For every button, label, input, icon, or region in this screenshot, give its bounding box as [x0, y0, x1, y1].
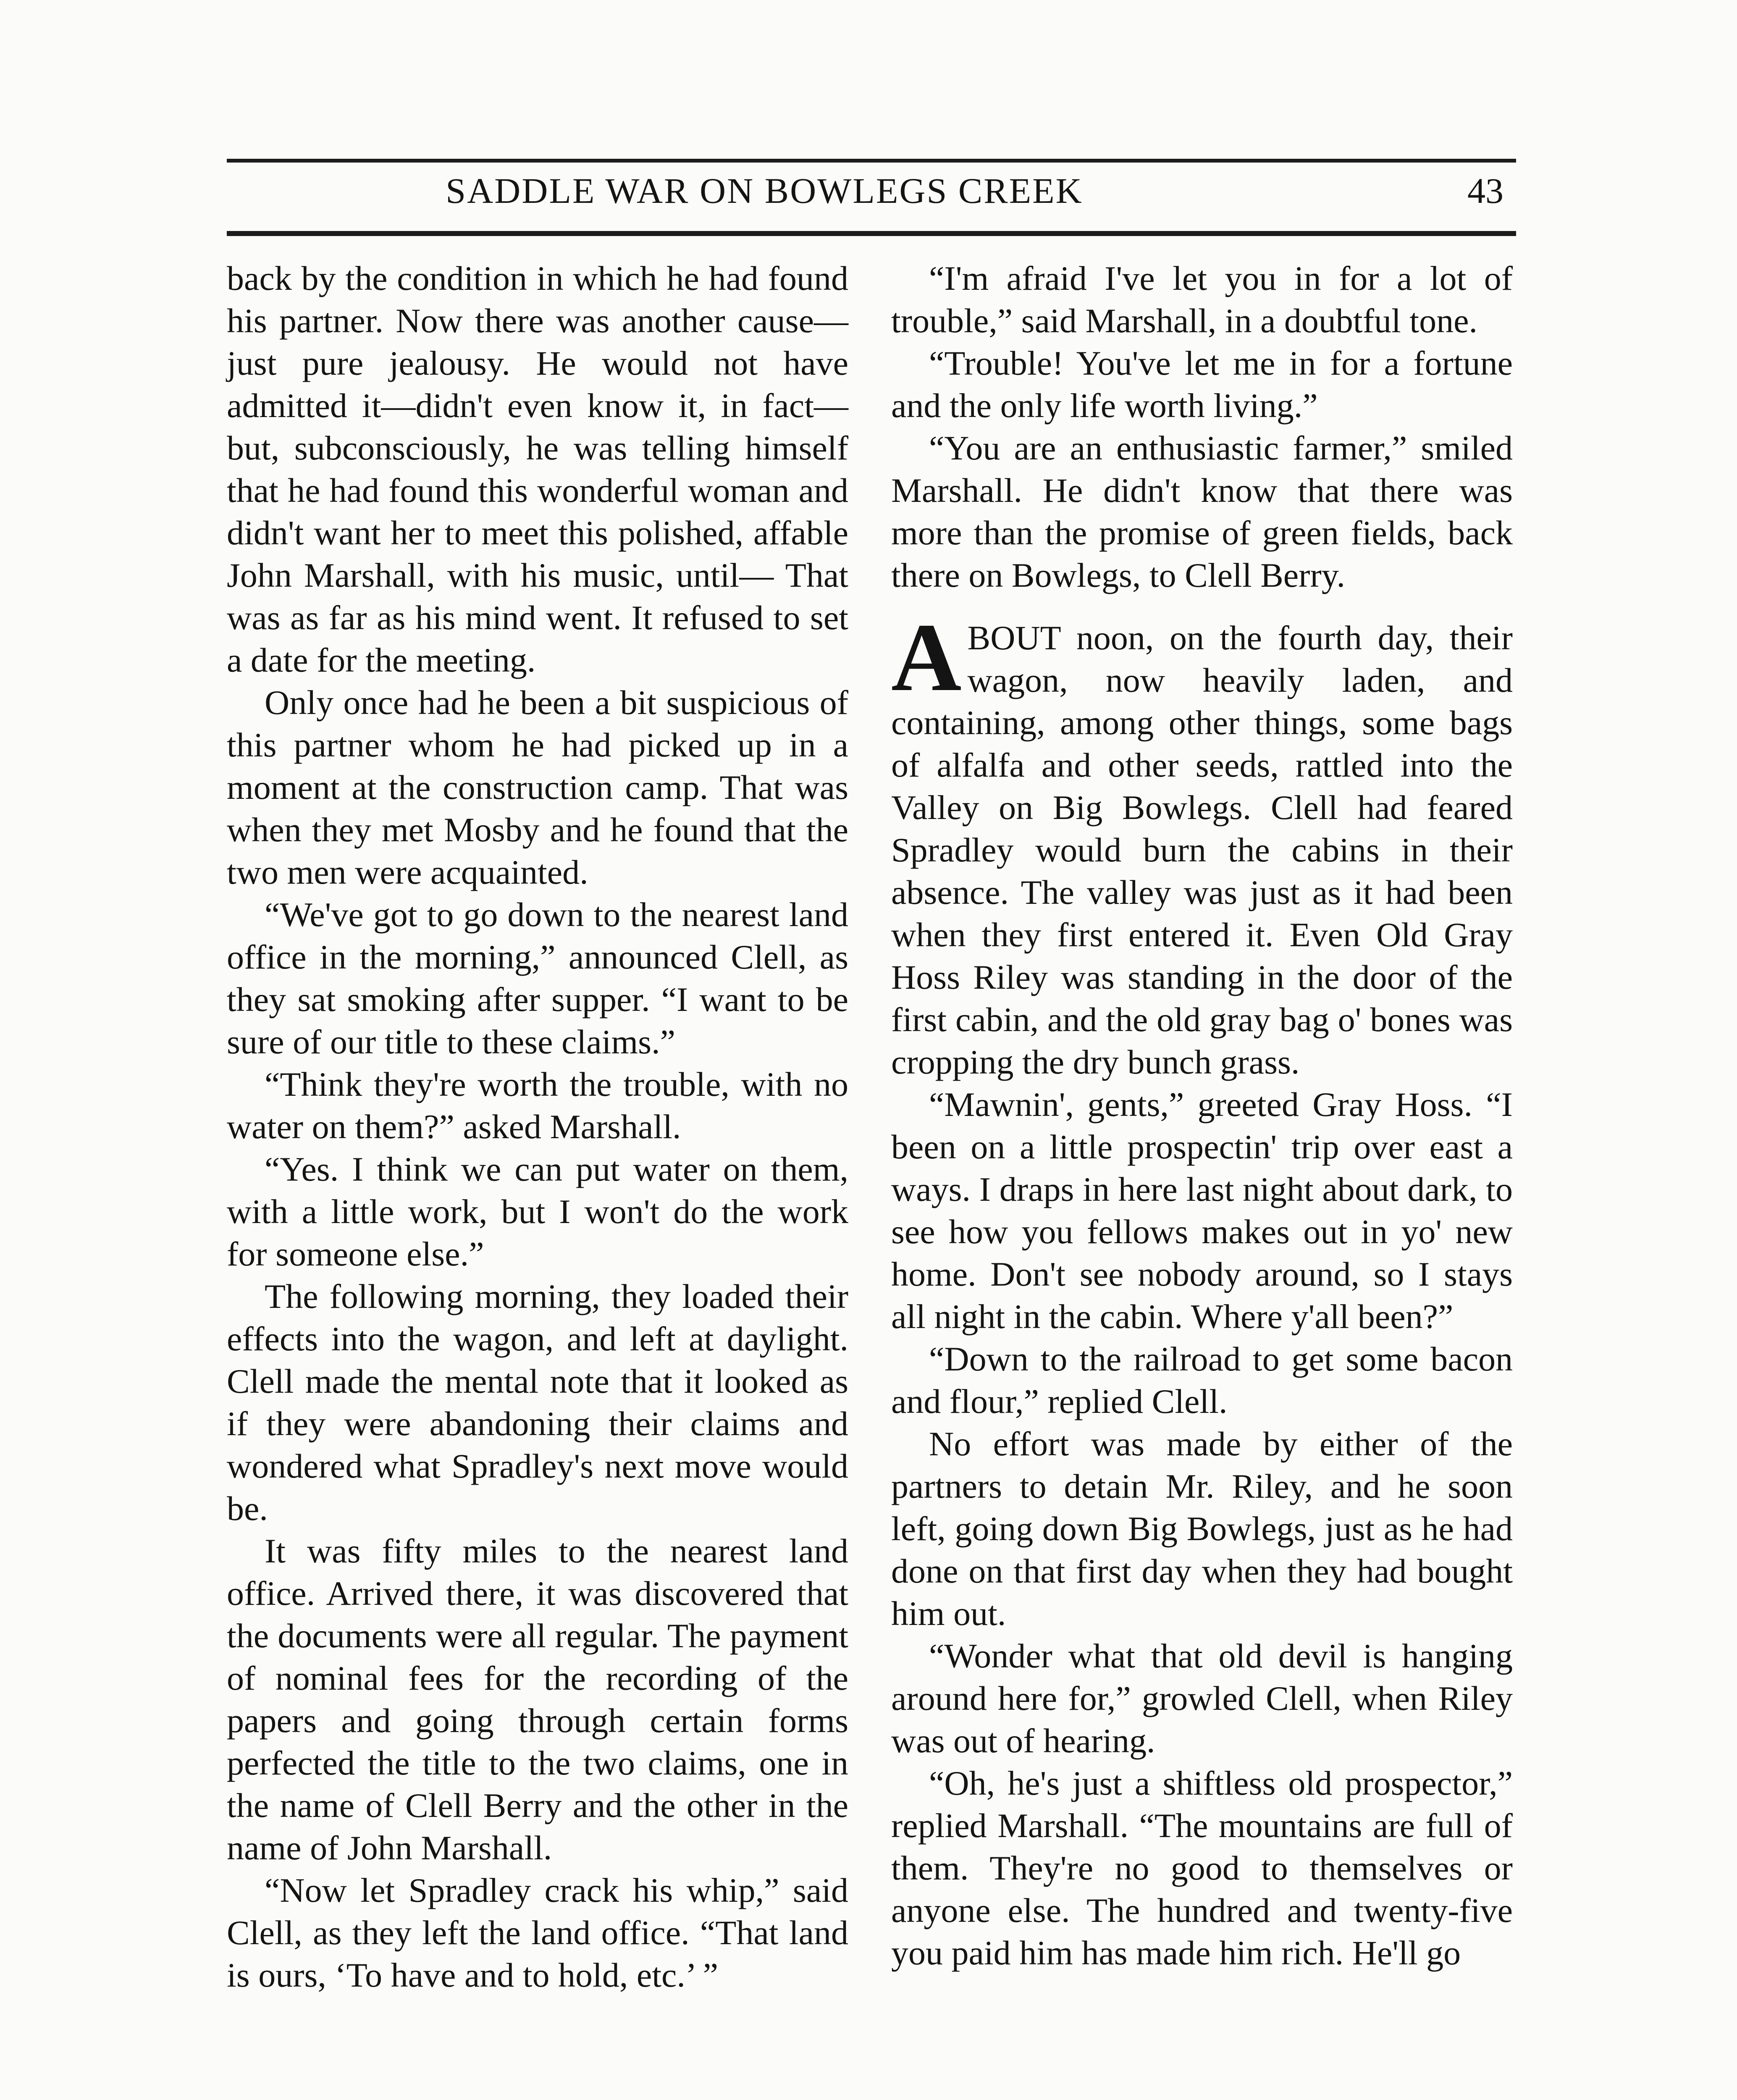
paragraph: “Wonder what that old devil is hanging around here for,” growled Clell, when Riley was out of hearing. — [891, 1637, 1513, 1760]
page-number: 43 — [1467, 171, 1503, 211]
paragraph: “Trouble! You've let me in for a fortune and the only life worth living.” — [891, 344, 1513, 425]
paragraph: “Think they're worth the trouble, with no water on them?” asked Marshall. — [227, 1065, 848, 1146]
paragraph: “We've got to go down to the nearest land office in the morning,” announced Clell, as they sat smoking after supper. “I want to be sure of our title to these claims.” — [227, 895, 848, 1061]
paragraph: The following morning, they loaded their effects into the wagon, and left at daylight. Clell made the mental note that it looked as if they were abandoning their claims and wondered what Spradley's next move would be. — [227, 1277, 848, 1528]
paragraph: “Oh, he's just a shiftless old prospector,” replied Marshall. “The mountains are full of them. They're no good to themselves or anyone else. The hundred and twenty-five you paid him has made him rich. He'll go — [891, 1764, 1513, 1972]
left-column — [227, 257, 848, 1996]
paragraph: back by the condition in which he had found his partner. Now there was another cause—just pure jealousy. He would not have admitted it—didn't even know it, in fact—but, subconsciously, he was telling himself that he had found this wonderful woman and didn't want her to meet this polished, affable John Marshall, with his music, until— That was as far as his mind went. It refused to set a date for the meeting. — [227, 259, 848, 679]
drop-cap: A — [891, 604, 962, 711]
paragraph: It was fifty miles to the nearest land office. Arrived there, it was discovered that the documents were all regular. The payment of nominal fees for the recording of the papers and going through certain forms perfected the title to the two claims, one in the name of Clell Berry and the other in the name of John Marshall. — [227, 1532, 848, 1867]
paragraph: “Down to the railroad to get some bacon and flour,” replied Clell. — [891, 1340, 1513, 1420]
page-header — [227, 165, 1516, 232]
paragraph: “Yes. I think we can put water on them, with a little work, but I won't do the work for someone else.” — [227, 1150, 848, 1273]
right-column — [891, 257, 1513, 1974]
section-opening-text: BOUT noon, on the fourth day, their wagon, now heavily laden, and containing, among other things, some bags of alfalfa and other seeds, rattled into the Valley on Big Bowlegs. Clell had feared Spradley would burn the cabins in their absence. The valley was just as it had been when they first entered it. Even Old Gray Hoss Riley was standing in the door of the first cabin, and the old gray bag o' bones was cropping the dry bunch grass. — [891, 619, 1513, 1081]
header-rule-bottom — [227, 231, 1516, 236]
paragraph: “Now let Spradley crack his whip,” said Clell, as they left the land office. “That land is ours, ‘To have and to hold, etc.’ ” — [227, 1871, 848, 1994]
paragraph: Only once had he been a bit suspicious of this partner whom he had picked up in a moment at the construction camp. That was when they met Mosby and he found that the two men were acquainted. — [227, 683, 848, 891]
paragraph: “Mawnin', gents,” greeted Gray Hoss. “I been on a little prospectin' trip over east a ways. I draps in here last night about dark, to see how you fellows makes out in yo' new home. Don't see nobody around, so I stays all night in the cabin. Where y'all been?” — [891, 1085, 1513, 1336]
paragraph: “I'm afraid I've let you in for a lot of trouble,” said Marshall, in a doubtful tone. — [891, 259, 1513, 340]
header-rule-top — [227, 159, 1516, 163]
paragraph: No effort was made by either of the partners to detain Mr. Riley, and he soon left, going down Big Bowlegs, just as he had done on that first day when they had bought him out. — [891, 1425, 1513, 1633]
paragraph: “You are an enthusiastic farmer,” smiled Marshall. He didn't know that there was more than the promise of green fields, back there on Bowlegs, to Clell Berry. — [891, 429, 1513, 594]
section-opening-paragraph — [891, 604, 1513, 1083]
running-title: SADDLE WAR ON BOWLEGS CREEK — [446, 171, 1083, 211]
